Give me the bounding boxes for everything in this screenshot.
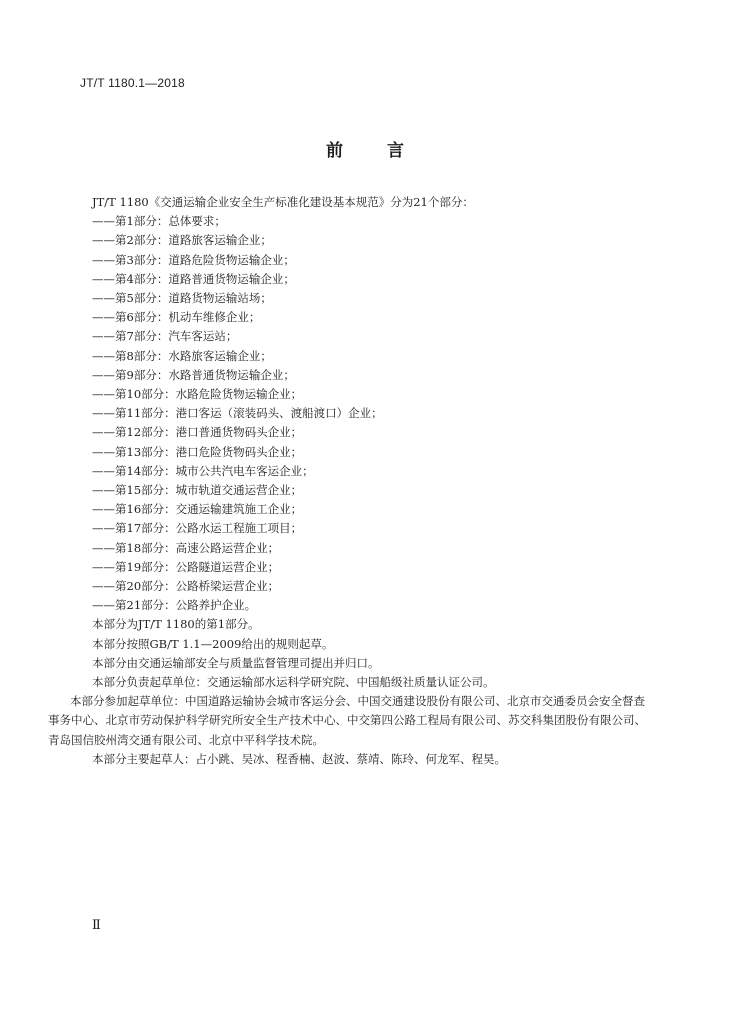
paragraph: 本部分按照GB/T 1.1—2009给出的规则起草。	[92, 636, 334, 651]
list-item: ——第10部分：水路危险货物运输企业；	[92, 387, 303, 402]
intro-paragraph: JT/T 1180《交通运输企业安全生产标准化建设基本规范》分为21个部分：	[92, 195, 474, 209]
list-item: ——第15部分：城市轨道交通运营企业；	[92, 483, 303, 498]
list-item: ——第11部分：港口客运（滚装码头、渡船渡口）企业；	[92, 406, 383, 421]
list-item: ——第14部分：城市公共汽电车客运企业；	[92, 463, 314, 478]
list-item: ——第9部分：水路普通货物运输企业；	[92, 367, 295, 382]
paragraph: 本部分由交通运输部安全与质量监督管理司提出并归口。	[92, 655, 380, 670]
foreword-body	[48, 193, 652, 769]
paragraph: 本部分为JT/T 1180的第1部分。	[92, 617, 260, 632]
list-item: ——第3部分：道路危险货物运输企业；	[92, 252, 295, 267]
list-item: ——第21部分：公路养护企业。	[92, 598, 257, 613]
title-char-2: 言	[387, 141, 404, 161]
list-item: ——第1部分：总体要求；	[92, 214, 226, 229]
list-item: ——第5部分：道路货物运输站场；	[92, 291, 272, 306]
list-item: ——第20部分：公路桥梁运营企业；	[92, 579, 280, 594]
title-char-1: 前	[326, 141, 343, 161]
page-number: Ⅱ	[92, 918, 101, 933]
list-item: ——第19部分：公路隧道运营企业；	[92, 559, 280, 574]
list-item: ——第7部分：汽车客运站；	[92, 329, 238, 344]
paragraph: 本部分主要起草人：占小跳、吴冰、程香楠、赵波、蔡靖、陈玲、何龙军、程昊。	[92, 751, 506, 766]
list-item: ——第8部分：水路旅客运输企业；	[92, 348, 272, 363]
list-item: ——第2部分：道路旅客运输企业；	[92, 233, 272, 248]
list-item: ——第13部分：港口危险货物码头企业；	[92, 444, 303, 459]
list-item: ——第6部分：机动车维修企业；	[92, 310, 261, 325]
parts-list	[92, 212, 652, 615]
list-item: ——第18部分：高速公路运营企业；	[92, 540, 280, 555]
closing-paragraphs	[48, 615, 652, 769]
list-item: ——第17部分：公路水运工程施工项目；	[92, 521, 303, 536]
list-item: ——第12部分：港口普通货物码头企业；	[92, 425, 303, 440]
list-item: ——第16部分：交通运输建筑施工企业；	[92, 502, 303, 517]
list-item: ——第4部分：道路普通货物运输企业；	[92, 271, 295, 286]
paragraph: 本部分参加起草单位：中国道路运输协会城市客运分会、中国交通建设股份有限公司、北京市交通委员会安全督查事务中心、北京市劳动保护科学研究所安全生产技术中心、中交第四公路工程局有限公司、苏交科集团股份有限公司、青岛国信胶州湾交通有限公司、北京中平科学技术院。	[48, 694, 646, 747]
paragraph-participants-wrap	[48, 692, 652, 750]
standard-code: JT/T 1180.1—2018	[80, 76, 185, 90]
paragraph: 本部分负责起草单位：交通运输部水运科学研究院、中国船级社质量认证公司。	[92, 675, 495, 690]
page-title	[0, 136, 730, 161]
